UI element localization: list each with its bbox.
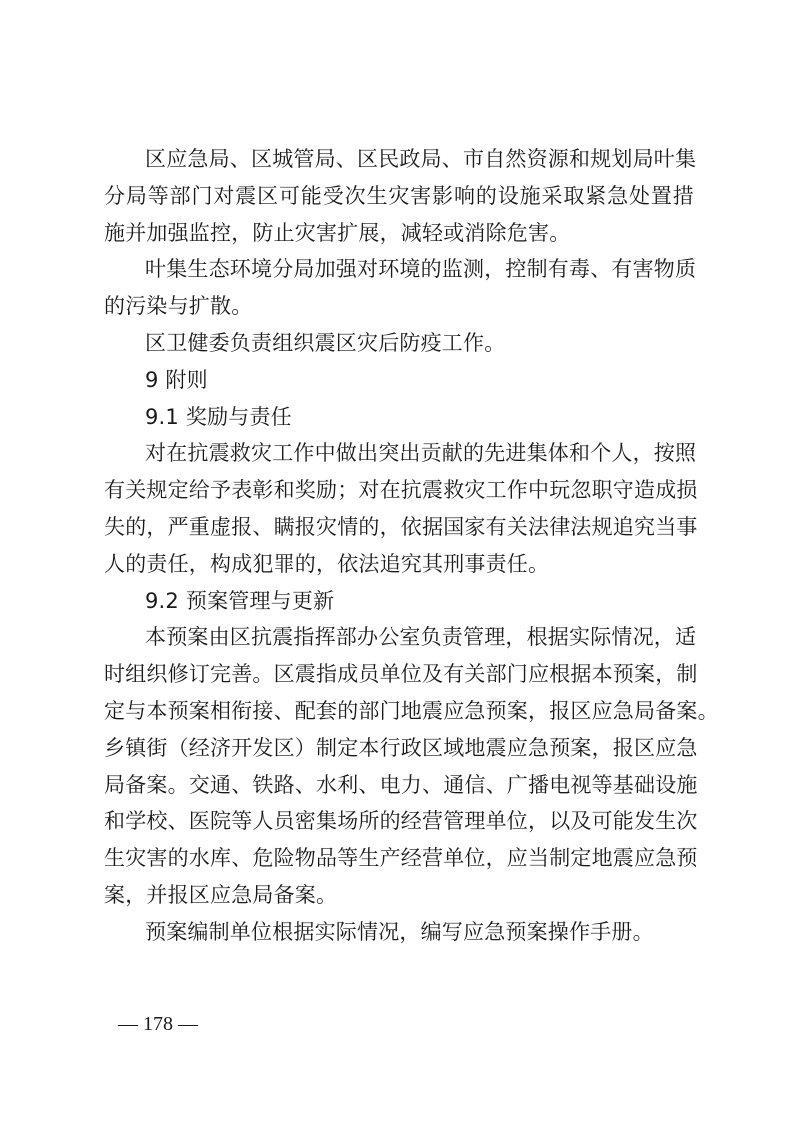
subsection-heading: 9.2 预案管理与更新 — [145, 588, 335, 613]
paragraph-line: 叶集生态环境分局加强对环境的监测，控制有毒、有害物质 — [145, 257, 697, 282]
paragraph-line: 失的，严重虚报、瞒报灾情的，依据国家有关法律法规追究当事 — [104, 514, 698, 539]
paragraph-line: 对在抗震救灾工作中做出突出贡献的先进集体和个人，按照 — [145, 441, 697, 466]
paragraph-line: 区卫健委负责组织震区灾后防疫工作。 — [145, 330, 506, 355]
paragraph-line: 分局等部门对震区可能受次生灾害影响的设施采取紧急处置措 — [104, 183, 694, 208]
section-heading: 9 附则 — [145, 367, 208, 392]
page-number: — 178 — — [118, 1013, 198, 1035]
paragraph-line: 生灾害的水库、危险物品等生产经营单位，应当制定地震应急预 — [104, 846, 698, 871]
paragraph-line: 乡镇街（经济开发区）制定本行政区域地震应急预案，报区应急 — [104, 735, 698, 760]
paragraph-line: 案，并报区应急局备案。 — [104, 882, 338, 907]
paragraph-line: 定与本预案相衔接、配套的部门地震应急预案，报区应急局备案。 — [104, 698, 719, 723]
paragraph-line: 的污染与扩散。 — [104, 294, 253, 319]
paragraph-line: 施并加强监控，防止灾害扩展，减轻或消除危害。 — [104, 220, 571, 245]
paragraph-line: 时组织修订完善。区震指成员单位及有关部门应根据本预案，制 — [104, 662, 698, 687]
paragraph-line: 有关规定给予表彰和奖励；对在抗震救灾工作中玩忽职守造成损 — [104, 478, 698, 503]
body-text — [104, 141, 719, 951]
paragraph-line: 本预案由区抗震指挥部办公室负责管理，根据实际情况，适 — [145, 625, 697, 650]
paragraph-line: 预案编制单位根据实际情况，编写应急预案操作手册。 — [145, 919, 654, 944]
paragraph-line: 人的责任，构成犯罪的，依法追究其刑事责任。 — [104, 551, 550, 576]
paragraph-line: 和学校、医院等人员密集场所的经营管理单位，以及可能发生次 — [104, 809, 698, 834]
paragraph-line: 局备案。交通、铁路、水利、电力、通信、广播电视等基础设施 — [104, 772, 698, 797]
subsection-heading: 9.1 奖励与责任 — [145, 404, 292, 429]
paragraph-line: 区应急局、区城管局、区民政局、市自然资源和规划局叶集 — [145, 147, 697, 171]
